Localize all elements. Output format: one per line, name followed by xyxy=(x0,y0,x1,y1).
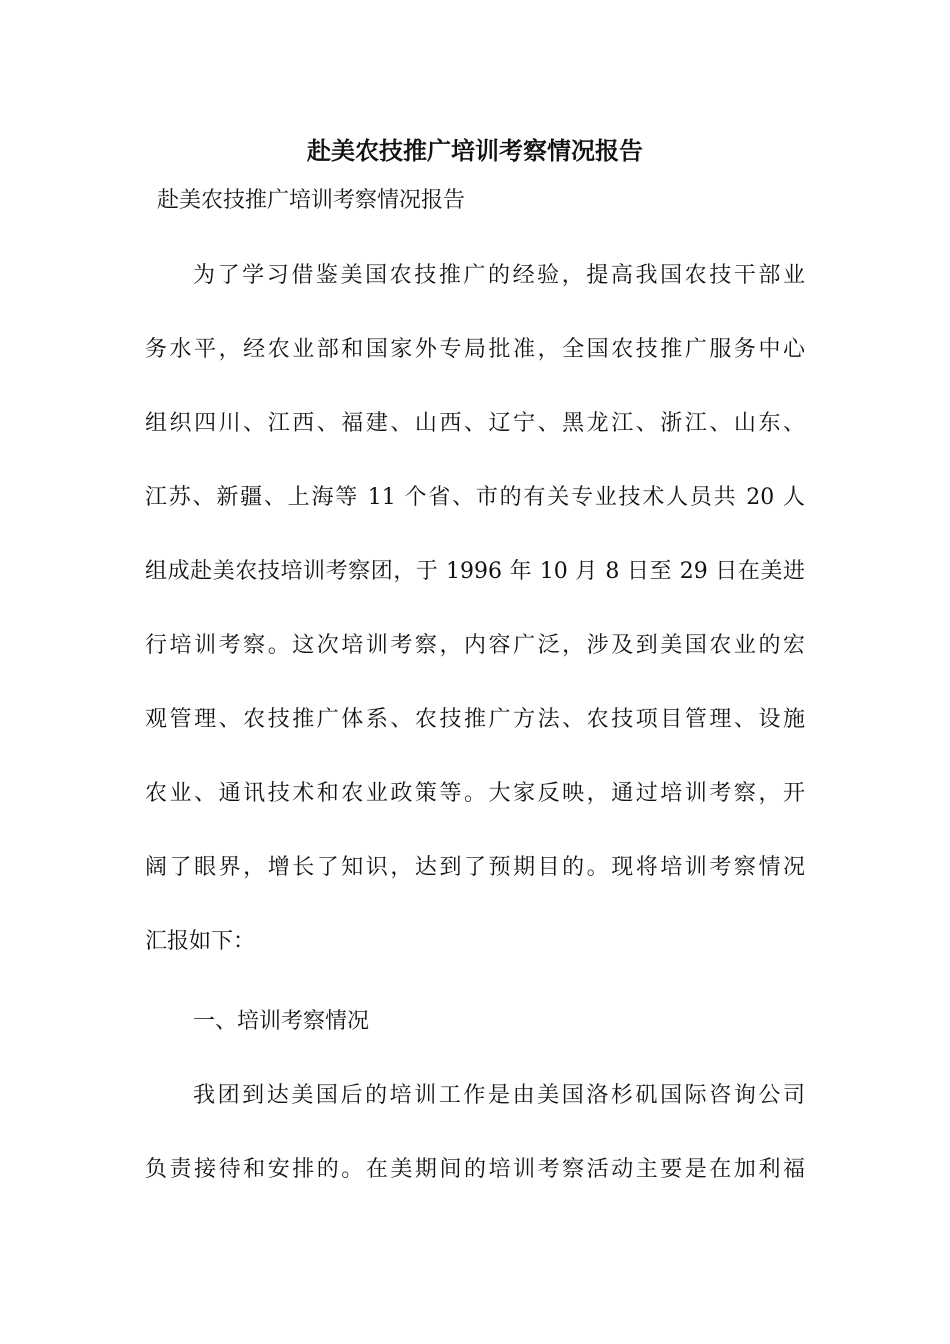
paragraph-line: 我团到达美国后的培训工作是由美国洛杉矶国际咨询公司 xyxy=(193,1083,805,1108)
paragraph-line: 负责接待和安排的。在美期间的培训考察活动主要是在加利福 xyxy=(145,1157,805,1182)
document-title: 赴美农技推广培训考察情况报告 xyxy=(307,136,643,165)
section-heading: 一、培训考察情况 xyxy=(193,1009,370,1034)
paragraph-line: 行培训考察。这次培训考察，内容广泛，涉及到美国农业的宏 xyxy=(145,633,805,658)
paragraph-line: 阔了眼界，增长了知识，达到了预期目的。现将培训考察情况 xyxy=(145,855,805,880)
paragraph-line: 农业、通讯技术和农业政策等。大家反映，通过培训考察，开 xyxy=(145,781,805,806)
paragraph-line: 为了学习借鉴美国农技推广的经验，提高我国农技干部业 xyxy=(193,263,805,288)
paragraph-line: 组成赴美农技培训考察团，于 1996 年 10 月 8 日至 29 日在美进 xyxy=(145,559,805,584)
paragraph-line: 汇报如下： xyxy=(145,929,256,954)
paragraph-line: 务水平，经农业部和国家外专局批准，全国农技推广服务中心 xyxy=(145,337,805,362)
paragraph-line: 江苏、新疆、上海等 11 个省、市的有关专业技术人员共 20 人 xyxy=(145,485,805,510)
document-subtitle: 赴美农技推广培训考察情况报告 xyxy=(157,188,466,213)
paragraph-line: 组织四川、江西、福建、山西、辽宁、黑龙江、浙江、山东、 xyxy=(145,411,805,436)
paragraph-line: 观管理、农技推广体系、农技推广方法、农技项目管理、设施 xyxy=(145,707,805,732)
